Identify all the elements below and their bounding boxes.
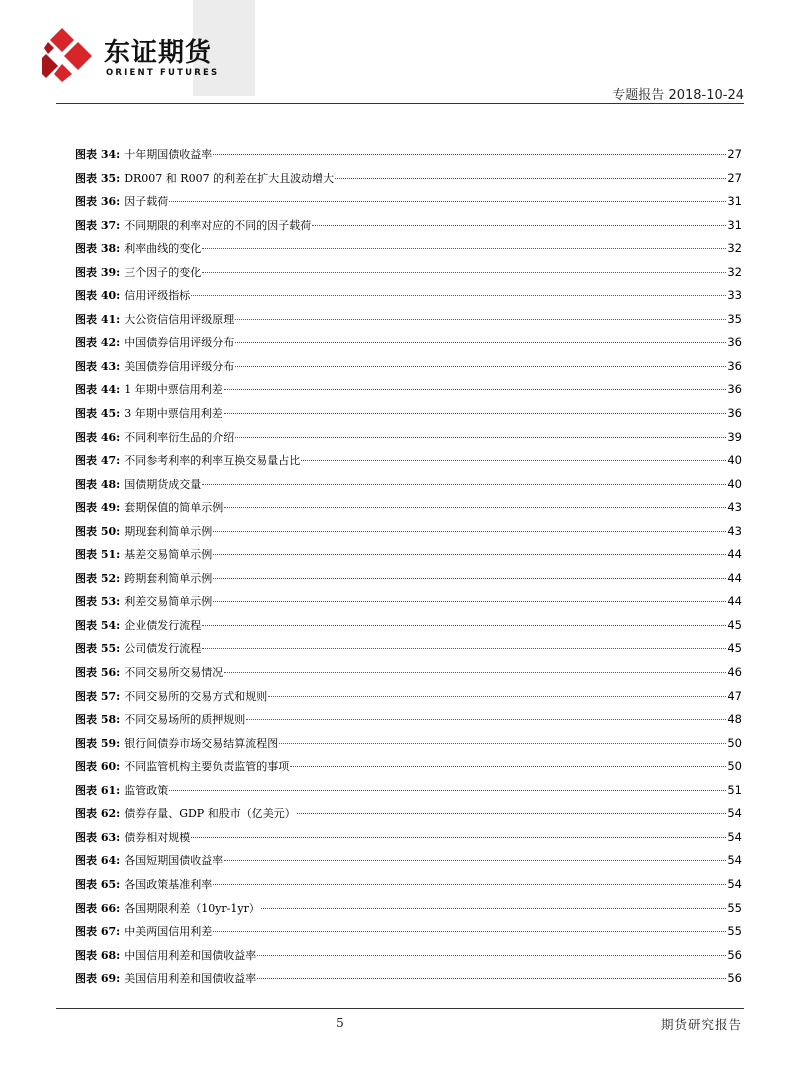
- toc-entry[interactable]: [75, 334, 742, 358]
- toc-entry-page: 51: [727, 782, 742, 797]
- toc-leader-dots: [224, 672, 726, 673]
- toc-entry[interactable]: [75, 217, 742, 241]
- toc-leader-dots: [213, 154, 726, 155]
- toc-entry[interactable]: [75, 876, 742, 900]
- toc-entry-label: 图表 57:: [75, 689, 121, 703]
- toc-entry-page: 31: [727, 194, 742, 209]
- toc-entry[interactable]: [75, 711, 742, 735]
- toc-leader-dots: [235, 366, 726, 367]
- toc-entry-page: 55: [727, 900, 742, 915]
- toc-entry-title: 基差交易简单示例: [124, 548, 213, 562]
- toc-entry-page: 36: [727, 335, 742, 350]
- toc-entry-title: 公司债发行流程: [124, 642, 202, 656]
- toc-entry-label: 图表 65:: [75, 877, 121, 891]
- report-meta: [612, 84, 744, 103]
- toc-entry-page: 54: [727, 829, 742, 844]
- toc-entry[interactable]: [75, 593, 742, 617]
- toc-entry-label: 图表 34:: [75, 148, 121, 161]
- toc-entry[interactable]: [75, 170, 742, 194]
- toc-entry-page: 43: [727, 523, 742, 538]
- toc-entry-label: 图表 35:: [75, 171, 121, 185]
- toc-entry[interactable]: [75, 381, 742, 405]
- toc-entry-page: 46: [727, 665, 742, 680]
- toc-entry-label: 图表 48:: [75, 477, 121, 491]
- toc-leader-dots: [268, 696, 726, 697]
- company-logo: [42, 26, 220, 82]
- toc-entry[interactable]: [75, 429, 742, 453]
- toc-entry-title: 美国债券信用评级分布: [124, 359, 235, 373]
- toc-entry-page: 44: [727, 547, 742, 562]
- toc-entry-label: 图表 68:: [75, 948, 121, 962]
- toc-entry[interactable]: [75, 923, 742, 947]
- toc-entry-title: 3 年期中票信用利差: [124, 407, 223, 421]
- toc-leader-dots: [202, 484, 726, 485]
- logo-mark-icon: [42, 26, 98, 82]
- toc-leader-dots: [202, 248, 726, 249]
- toc-entry-title: 中国债券信用评级分布: [124, 336, 235, 350]
- toc-entry-title: 美国信用利差和国债收益率: [124, 972, 257, 986]
- toc-entry[interactable]: [75, 805, 742, 829]
- toc-entry-label: 图表 38:: [75, 242, 121, 256]
- toc-entry-page: 35: [727, 311, 742, 326]
- toc-entry[interactable]: [75, 900, 742, 924]
- toc-entry-label: 图表 42:: [75, 336, 121, 350]
- toc-entry[interactable]: [75, 782, 742, 806]
- toc-entry-page: 47: [727, 688, 742, 703]
- toc-entry-label: 图表 50:: [75, 524, 121, 538]
- toc-entry-label: 图表 46:: [75, 430, 121, 444]
- toc-leader-dots: [169, 790, 726, 791]
- toc-entry-page: 54: [727, 876, 742, 891]
- logo-name-en: ORIENT FUTURES: [106, 68, 220, 78]
- toc-entry-label: 图表 58:: [75, 713, 121, 727]
- toc-leader-dots: [224, 389, 727, 390]
- toc-leader-dots: [235, 342, 726, 343]
- toc-entry-title: 不同监管机构主要负责监管的事项: [124, 760, 290, 774]
- toc-entry-label: 图表 37:: [75, 218, 121, 232]
- toc-entry-page: 45: [727, 641, 742, 656]
- toc-entry-label: 图表 54:: [75, 618, 121, 632]
- toc-entry-title: 中国信用利差和国债收益率: [124, 948, 257, 962]
- toc-leader-dots: [290, 766, 726, 767]
- toc-entry-page: 56: [727, 971, 742, 986]
- toc-entry-title: 不同利率衍生品的介绍: [124, 430, 235, 444]
- report-date: 2018-10-24: [668, 88, 744, 103]
- toc-entry-label: 图表 53:: [75, 595, 121, 609]
- toc-entry[interactable]: [75, 947, 742, 971]
- page-number: 5: [336, 1016, 344, 1030]
- toc-leader-dots: [191, 837, 726, 838]
- toc-entry[interactable]: [75, 499, 742, 523]
- toc-entry-label: 图表 44:: [75, 383, 121, 397]
- toc-entry[interactable]: [75, 852, 742, 876]
- toc-entry-label: 图表 49:: [75, 501, 121, 515]
- toc-leader-dots: [224, 507, 726, 508]
- toc-entry-title: 企业债发行流程: [124, 618, 202, 632]
- toc-leader-dots: [279, 743, 726, 744]
- toc-entry-page: 33: [727, 288, 742, 303]
- toc-leader-dots: [202, 625, 726, 626]
- toc-leader-dots: [213, 531, 726, 532]
- toc-leader-dots: [297, 813, 727, 814]
- toc-leader-dots: [213, 884, 726, 885]
- toc-entry-label: 图表 52:: [75, 571, 121, 585]
- toc-entry[interactable]: [75, 546, 742, 570]
- footer-rule: [56, 1008, 744, 1009]
- toc-entry-page: 36: [727, 358, 742, 373]
- toc-entry[interactable]: [75, 570, 742, 594]
- toc-entry-title: 国债期货成交量: [124, 477, 202, 491]
- toc-leader-dots: [246, 719, 726, 720]
- toc-entry-label: 图表 45:: [75, 407, 121, 421]
- toc-entry-page: 44: [727, 570, 742, 585]
- toc-entry-title: 期现套利简单示例: [124, 524, 213, 538]
- toc-leader-dots: [235, 437, 726, 438]
- toc-entry-title: 信用评级指标: [124, 289, 191, 303]
- toc-entry-title: 因子载荷: [124, 195, 169, 209]
- toc-entry-label: 图表 60:: [75, 760, 121, 774]
- toc-entry-label: 图表 41:: [75, 312, 121, 326]
- header-rule: [56, 103, 744, 104]
- toc-entry-title: 不同参考利率的利率互换交易量占比: [124, 454, 301, 468]
- toc-entry-page: 32: [727, 264, 742, 279]
- footer-label: 期货研究报告: [660, 1017, 742, 1032]
- toc-leader-dots: [235, 319, 726, 320]
- toc-entry-label: 图表 43:: [75, 359, 121, 373]
- toc-leader-dots: [335, 178, 726, 179]
- toc-entry-title: 不同交易所交易情况: [124, 666, 224, 680]
- toc-entry[interactable]: [75, 452, 742, 476]
- toc-entry-title: 各国期限利差（10yr-1yr）: [124, 901, 260, 915]
- toc-entry-label: 图表 56:: [75, 666, 121, 680]
- toc-leader-dots: [224, 413, 727, 414]
- report-type: 专题报告: [612, 88, 665, 103]
- toc-entry[interactable]: [75, 193, 742, 217]
- toc-entry[interactable]: [75, 640, 742, 664]
- toc-entry[interactable]: [75, 523, 742, 547]
- toc-entry-page: 31: [727, 217, 742, 232]
- toc-leader-dots: [257, 955, 726, 956]
- toc-leader-dots: [202, 272, 726, 273]
- toc-leader-dots: [202, 648, 726, 649]
- toc-leader-dots: [213, 601, 726, 602]
- toc-entry-title: 跨期套利简单示例: [124, 571, 213, 585]
- toc-entry-title: 不同交易所的交易方式和规则: [124, 689, 268, 703]
- toc-entry-label: 图表 66:: [75, 901, 121, 915]
- toc-entry-label: 图表 55:: [75, 642, 121, 656]
- toc-entry-label: 图表 47:: [75, 454, 121, 468]
- toc-entry[interactable]: [75, 829, 742, 853]
- toc-entry-label: 图表 39:: [75, 265, 121, 279]
- toc-leader-dots: [169, 201, 726, 202]
- toc-entry-title: 十年期国债收益率: [124, 148, 213, 161]
- toc-entry-label: 图表 63:: [75, 830, 121, 844]
- toc-entry-page: 40: [727, 476, 742, 491]
- toc-entry-label: 图表 61:: [75, 783, 121, 797]
- toc-entry-page: 48: [727, 712, 742, 727]
- toc-entry-label: 图表 67:: [75, 925, 121, 939]
- toc-leader-dots: [301, 460, 726, 461]
- toc-entry[interactable]: [75, 287, 742, 311]
- toc-leader-dots: [191, 295, 726, 296]
- toc-entry[interactable]: [75, 688, 742, 712]
- toc-leader-dots: [213, 554, 726, 555]
- toc-entry-label: 图表 62:: [75, 807, 121, 821]
- toc-entry-page: 50: [727, 759, 742, 774]
- toc-entry[interactable]: [75, 264, 742, 288]
- toc-leader-dots: [261, 908, 726, 909]
- toc-entry[interactable]: [75, 476, 742, 500]
- toc-entry-page: 27: [727, 147, 742, 161]
- toc-entry-title: 各国短期国债收益率: [124, 854, 224, 868]
- toc-leader-dots: [224, 860, 726, 861]
- toc-entry-page: 39: [727, 429, 742, 444]
- toc-entry-page: 44: [727, 594, 742, 609]
- toc-entry[interactable]: [75, 758, 742, 782]
- toc-entry-title: 1 年期中票信用利差: [124, 383, 223, 397]
- toc-entry-title: 不同期限的利率对应的不同的因子载荷: [124, 218, 312, 232]
- toc-entry-title: 监管政策: [124, 783, 169, 797]
- toc-entry-page: 36: [727, 406, 742, 421]
- toc-entry-page: 32: [727, 241, 742, 256]
- toc-entry-label: 图表 59:: [75, 736, 121, 750]
- toc-entry[interactable]: [75, 240, 742, 264]
- toc-entry-label: 图表 69:: [75, 972, 121, 986]
- toc-entry-page: 45: [727, 617, 742, 632]
- toc-entry-label: 图表 40:: [75, 289, 121, 303]
- toc-leader-dots: [312, 225, 726, 226]
- toc-entry-title: 利率曲线的变化: [124, 242, 202, 256]
- toc-entry-page: 54: [727, 806, 742, 821]
- toc-entry-title: 三个因子的变化: [124, 265, 202, 279]
- toc-entry-title: 利差交易简单示例: [124, 595, 213, 609]
- toc-entry-title: 不同交易场所的质押规则: [124, 713, 246, 727]
- toc-entry-page: 36: [727, 382, 742, 397]
- toc-entry-page: 56: [727, 947, 742, 962]
- toc-entry-label: 图表 36:: [75, 195, 121, 209]
- toc-entry-page: 40: [727, 453, 742, 468]
- toc-entry-page: 50: [727, 735, 742, 750]
- toc-entry-title: DR007 和 R007 的利差在扩大且波动增大: [124, 171, 335, 185]
- logo-name-cn: 东证期货: [104, 38, 213, 68]
- toc-entry[interactable]: [75, 970, 742, 994]
- toc-leader-dots: [257, 978, 726, 979]
- toc-entry[interactable]: [75, 735, 742, 759]
- toc-entry[interactable]: [75, 664, 742, 688]
- toc-entry-title: 各国政策基准利率: [124, 877, 213, 891]
- toc-leader-dots: [213, 578, 726, 579]
- toc-entry[interactable]: [75, 146, 742, 170]
- toc-entry-title: 大公资信信用评级原理: [124, 312, 235, 326]
- toc-entry-label: 图表 51:: [75, 548, 121, 562]
- toc-entry-title: 套期保值的简单示例: [124, 501, 224, 515]
- toc-entry-title: 债券相对规模: [124, 830, 191, 844]
- toc-entry[interactable]: [75, 405, 742, 429]
- toc-entry-title: 中美两国信用利差: [124, 925, 213, 939]
- toc-entry-page: 55: [727, 924, 742, 939]
- toc-entry-page: 43: [727, 500, 742, 515]
- toc-entry-page: 27: [727, 170, 742, 185]
- toc-entry[interactable]: [75, 617, 742, 641]
- figure-index: [75, 146, 742, 994]
- toc-entry-title: 银行间债券市场交易结算流程图: [124, 736, 279, 750]
- toc-entry-title: 债券存量、GDP 和股市（亿美元）: [124, 807, 296, 821]
- toc-entry[interactable]: [75, 358, 742, 382]
- toc-entry[interactable]: [75, 311, 742, 335]
- toc-leader-dots: [213, 931, 726, 932]
- toc-entry-page: 54: [727, 853, 742, 868]
- toc-entry-label: 图表 64:: [75, 854, 121, 868]
